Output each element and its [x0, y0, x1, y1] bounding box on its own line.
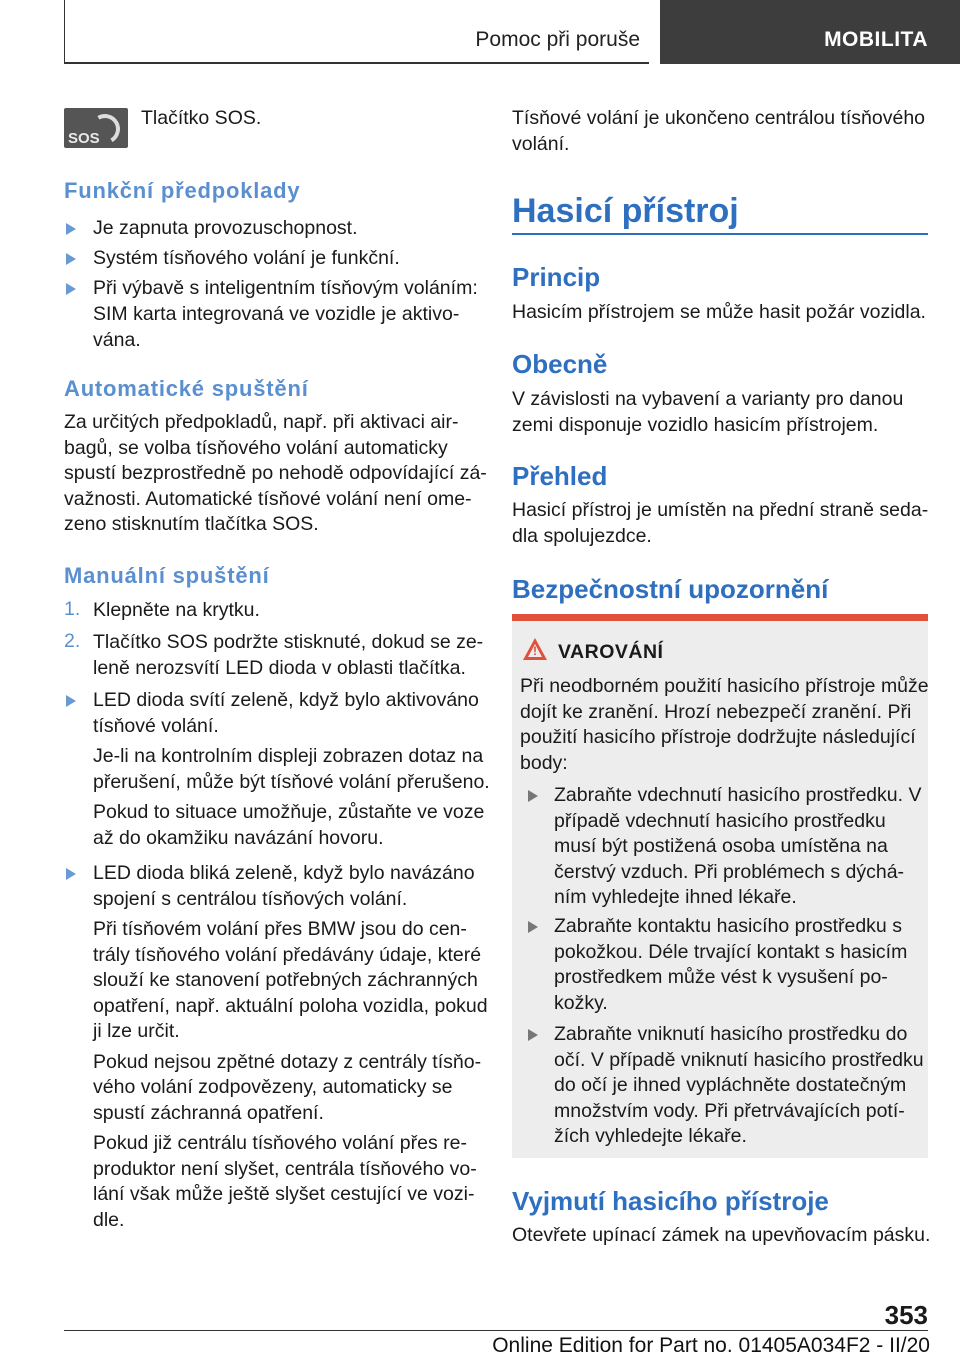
warning-item: [554, 914, 907, 1016]
overview-text: [512, 498, 928, 549]
text-line: Za určitých předpokladů, např. při aktivaci air-: [64, 411, 459, 433]
text-line: trály tísňového volání předávány údaje, které: [93, 943, 482, 966]
text-line: musí být postižená osoba umístěna na: [554, 835, 888, 857]
text-line: Zabraňte vniknutí hasicího prostředku do: [554, 1023, 908, 1045]
text-line: do očí je ihned vypláchněte dostatečným: [554, 1074, 907, 1096]
warning-title: VAROVÁNÍ: [558, 641, 664, 663]
text-line: zemi disponuje vozidlo hasicím přístrojem.: [512, 413, 879, 436]
list-item: Při výbavě s inteligentním tísňovým voláním:: [93, 277, 478, 299]
text-line: LED dioda svítí zeleně, když bylo aktivováno: [93, 689, 479, 711]
sos-icon-label: SOS: [68, 130, 100, 147]
warning-item: [554, 783, 921, 911]
bullet-icon: [66, 253, 76, 265]
heading-manual-start: Manuální spuštění: [64, 563, 270, 588]
text-line: Je-li na kontrolním displeji zobrazen dotaz na: [93, 745, 484, 767]
text-line: dojít ke zranění. Hrozí nebezpečí zranění. Při: [520, 700, 912, 723]
text-line: Při tísňovém volání přes BMW jsou do cen-: [93, 918, 467, 940]
text-line: spustí záchranná opatření.: [93, 1101, 324, 1124]
step-text: Klepněte na krytku.: [93, 599, 260, 621]
heading-functional-prereqs: Funkční předpoklady: [64, 178, 301, 203]
text-line: pokožkou. Déle trvající kontakt s hasicím: [554, 940, 908, 963]
text-line: vého volání zodpovězeny, automaticky se: [93, 1076, 453, 1098]
section-title: Pomoc při poruše: [475, 28, 640, 51]
text-line: važnosti. Automatické tísňové volání není ome-: [64, 487, 472, 510]
header-frame-bottom: [64, 62, 649, 64]
step-number: 1.: [64, 598, 81, 620]
header-frame-left: [64, 0, 65, 64]
sos-caption: Tlačítko SOS.: [141, 107, 262, 129]
text-line: prostředkem může vést k vysušení po-: [554, 966, 888, 988]
heading-principle: Princip: [512, 262, 601, 292]
text-line: volání.: [512, 132, 570, 155]
text-line: očí. V případě vniknutí hasicího prostředku: [554, 1048, 924, 1071]
text-line: spustí bezprostředně po nehodě odpovídající zá-: [64, 462, 487, 484]
list-item-cont: SIM karta integrovaná ve vozidle je aktivo-: [93, 303, 460, 325]
text-line: Zabraňte kontaktu hasicího prostředku s: [554, 915, 902, 937]
removal-text: Otevřete upínací zámek na upevňovacím pásku.: [512, 1224, 931, 1246]
text-line: bagů, se volba tísňového volání automaticky: [64, 436, 448, 459]
warning-item: [554, 1022, 924, 1150]
text-line: zeno stisknutím tlačítka SOS.: [64, 513, 319, 535]
main-heading: Hasicí přístroj: [512, 192, 739, 230]
bullet-icon: [528, 921, 538, 933]
auto-paragraph: [64, 410, 487, 538]
principle-text: Hasicím přístrojem se může hasit požár vozidla.: [512, 301, 926, 323]
page-number: 353: [884, 1300, 928, 1330]
heading-removal: Vyjmutí hasicího přístroje: [512, 1186, 829, 1216]
text-line: Hasicí přístroj je umístěn na přední straně seda-: [512, 499, 929, 521]
text-line: Tísňové volání je ukončeno centrálou tísňového: [512, 107, 926, 129]
text-line: Pokud nejsou zpětné dotazy z centrály tísňo-: [93, 1050, 482, 1073]
text-line: dle.: [93, 1208, 125, 1231]
text-line: případě vdechnutí hasicího prostředku: [554, 809, 886, 832]
text-line: přerušení, může být tísňové volání přerušeno.: [93, 770, 490, 793]
text-line: až do okamžiku navázání hovoru.: [93, 826, 384, 849]
text-line: opatření, např. aktuální poloha vozidla, pokud: [93, 994, 488, 1017]
intro-paragraph: [512, 106, 925, 157]
heading-automatic-start: Automatické spuštění: [64, 376, 309, 401]
text-line: použití hasicího přístroje dodržujte následující: [520, 726, 916, 748]
edition-note: Online Edition for Part no. 01405A034F2 - II/20: [492, 1334, 930, 1357]
heading-general: Obecně: [512, 349, 608, 379]
heading-safety: Bezpečnostní upozornění: [512, 574, 829, 604]
general-text: [512, 387, 903, 438]
text-line: dla spolujezdce.: [512, 524, 652, 547]
bullet-icon: [528, 1029, 538, 1041]
text-line: množstvím vody. Při přetrvávajících potí-: [554, 1099, 905, 1122]
list-item-cont: vána.: [93, 329, 141, 351]
bullet-icon: [66, 868, 76, 880]
text-line: tísňové volání.: [93, 714, 219, 737]
bullet-icon: [528, 790, 538, 802]
text-line: Zabraňte vdechnutí hasicího prostředku. V: [554, 784, 922, 806]
text-line: čerstvý vzduch. Při problémech s dýchá-: [554, 860, 905, 883]
led-blink-block: [93, 861, 488, 1233]
step-text-cont: leně nerozsvítí LED dioda v oblasti tlačítka.: [93, 657, 466, 679]
warning-intro: [520, 674, 929, 776]
list-item: Je zapnuta provozuschopnost.: [93, 217, 358, 239]
text-line: V závislosti na vybavení a varianty pro danou: [512, 388, 904, 410]
text-line: ji lze určit.: [93, 1020, 180, 1042]
text-line: LED dioda bliká zeleně, když bylo navázáno: [93, 862, 475, 884]
heading-overview: Přehled: [512, 461, 608, 491]
text-line: žích vyhledejte lékaře.: [554, 1125, 747, 1147]
text-line: spojení s centrálou tísňových volání.: [93, 887, 408, 910]
text-line: Pokud to situace umožňuje, zůstaňte ve voze: [93, 801, 485, 823]
led-green-block: [93, 688, 490, 851]
step-text: Tlačítko SOS podržte stisknuté, dokud se ze-: [93, 631, 484, 653]
list-item: Systém tísňového volání je funkční.: [93, 247, 400, 269]
text-line: Pokud již centrálu tísňového volání přes re-: [93, 1132, 467, 1154]
warning-icon-mark: !: [533, 644, 537, 658]
bullet-icon: [66, 223, 76, 235]
sos-button-icon: [64, 108, 128, 148]
warning-top-bar: [512, 614, 928, 621]
text-line: lání však může ještě slyšet cestující ve vozi-: [93, 1183, 475, 1205]
text-line: body:: [520, 751, 568, 774]
text-line: Při neodborném použití hasicího přístroje může: [520, 675, 929, 697]
text-line: kožky.: [554, 991, 608, 1014]
bullet-icon: [66, 283, 76, 295]
text-line: ním vyhledejte ihned lékaře.: [554, 886, 797, 908]
bullet-icon: [66, 695, 76, 707]
text-line: produktor není slyšet, centrála tísňového vo-: [93, 1157, 477, 1180]
heading-rule: [512, 233, 928, 235]
text-line: slouží ke stanovení potřebných záchranných: [93, 969, 478, 991]
step-number: 2.: [64, 630, 81, 652]
chapter-title: MOBILITA: [824, 28, 928, 51]
footer-rule: [64, 1330, 928, 1331]
